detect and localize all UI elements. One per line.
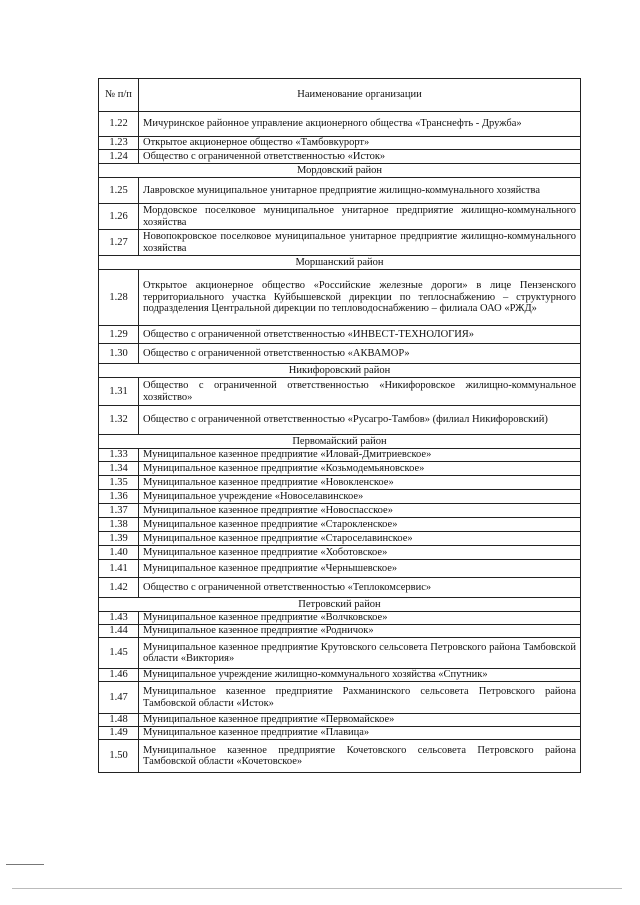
row-number-cell: 1.48 [99,714,139,727]
row-number-cell: 1.45 [99,638,139,669]
row-number-cell: 1.26 [99,204,139,230]
row-number-cell: 1.22 [99,112,139,137]
organization-name-cell: Открытое акционерное общество «Российские железные дороги» в лице Пензенского территориального участка Куйбышевской дирекции по теплоснабжению – структурного подразделения Центральной дирекции по тепловодоснабжению – филиала ОАО «РЖД» [139,270,581,326]
table-row [99,178,581,204]
organization-name-cell: Муниципальное казенное предприятие «Новокленское» [139,476,581,490]
table-body [99,79,581,773]
table-row [99,112,581,137]
organization-name-cell: Муниципальное казенное предприятие «Хоботовское» [139,546,581,560]
organization-name-cell: Муниципальное казенное предприятие «Первомайское» [139,714,581,727]
section-row [99,164,581,178]
table-row [99,204,581,230]
table-row [99,490,581,504]
row-number-cell: 1.44 [99,625,139,638]
row-number-cell: 1.42 [99,578,139,598]
table-row [99,230,581,256]
scan-artifact-line [12,888,622,889]
organizations-table [98,78,581,773]
organization-name-cell: Лавровское муниципальное унитарное предприятие жилищно-коммунального хозяйства [139,178,581,204]
table-row [99,504,581,518]
table-row [99,727,581,740]
organization-name-cell: Мордовское поселковое муниципальное унитарное предприятие жилищно-коммунального хозяйства [139,204,581,230]
section-title: Никифоровский район [99,364,581,378]
row-number-cell: 1.29 [99,326,139,344]
section-title: Мордовский район [99,164,581,178]
section-title: Моршанский район [99,256,581,270]
table-row [99,560,581,578]
section-row [99,364,581,378]
table-header-row [99,79,581,112]
organization-name-cell: Муниципальное казенное предприятие «Волчковское» [139,612,581,625]
organization-name-cell: Муниципальное учреждение «Новоселавинское» [139,490,581,504]
organization-name-cell: Муниципальное казенное предприятие «Иловай-Дмитриевское» [139,449,581,462]
row-number-cell: 1.43 [99,612,139,625]
table-row [99,137,581,150]
organization-name-cell: Муниципальное казенное предприятие Рахманинского сельсовета Петровского района Тамбовской области «Исток» [139,682,581,714]
organization-name-cell: Муниципальное казенное предприятие «Старокленское» [139,518,581,532]
header-title-cell: Наименование организации [139,79,581,112]
organization-name-cell: Общество с ограниченной ответственностью «Теплокомсервис» [139,578,581,598]
organization-name-cell: Открытое акционерное общество «Тамбовкурорт» [139,137,581,150]
row-number-cell: 1.41 [99,560,139,578]
table-row [99,546,581,560]
organization-name-cell: Новопокровское поселковое муниципальное унитарное предприятие жилищно-коммунального хозяйства [139,230,581,256]
row-number-cell: 1.38 [99,518,139,532]
row-number-cell: 1.32 [99,406,139,435]
section-title: Петровский район [99,598,581,612]
organization-name-cell: Муниципальное казенное предприятие Крутовского сельсовета Петровского района Тамбовской области «Виктория» [139,638,581,669]
organization-name-cell: Муниципальное казенное предприятие «Чернышевское» [139,560,581,578]
row-number-cell: 1.40 [99,546,139,560]
table-row [99,638,581,669]
table-row [99,462,581,476]
table-row [99,518,581,532]
organization-name-cell: Общество с ограниченной ответственностью «АКВАМОР» [139,344,581,364]
organization-name-cell: Общество с ограниченной ответственностью «ИНВЕСТ-ТЕХНОЛОГИЯ» [139,326,581,344]
row-number-cell: 1.25 [99,178,139,204]
organization-name-cell: Муниципальное учреждение жилищно-коммунального хозяйства «Спутник» [139,669,581,682]
table-row [99,682,581,714]
row-number-cell: 1.35 [99,476,139,490]
organization-name-cell: Мичуринское районное управление акционерного общества «Транснефть - Дружба» [139,112,581,137]
table-row [99,578,581,598]
organization-name-cell: Муниципальное казенное предприятие «Плавица» [139,727,581,740]
row-number-cell: 1.30 [99,344,139,364]
row-number-cell: 1.39 [99,532,139,546]
row-number-cell: 1.34 [99,462,139,476]
row-number-cell: 1.37 [99,504,139,518]
row-number-cell: 1.47 [99,682,139,714]
table-row [99,740,581,773]
row-number-cell: 1.49 [99,727,139,740]
table-row [99,150,581,164]
table-row [99,406,581,435]
organization-name-cell: Муниципальное казенное предприятие «Новоспасское» [139,504,581,518]
table-row [99,344,581,364]
organization-name-cell: Общество с ограниченной ответственностью «Никифоровское жилищно-коммунальное хозяйство» [139,378,581,406]
table-row [99,378,581,406]
header-number-cell: № п/п [99,79,139,112]
section-row [99,435,581,449]
row-number-cell: 1.46 [99,669,139,682]
organization-name-cell: Муниципальное казенное предприятие «Староселавинское» [139,532,581,546]
table-row [99,714,581,727]
row-number-cell: 1.31 [99,378,139,406]
table-row [99,270,581,326]
organization-name-cell: Муниципальное казенное предприятие «Родничок» [139,625,581,638]
table-row [99,532,581,546]
organization-name-cell: Муниципальное казенное предприятие Кочетовского сельсовета Петровского района Тамбовской области «Кочетовское» [139,740,581,773]
row-number-cell: 1.36 [99,490,139,504]
row-number-cell: 1.28 [99,270,139,326]
table-row [99,449,581,462]
scan-artifact-line [6,864,44,865]
table-row [99,625,581,638]
row-number-cell: 1.50 [99,740,139,773]
table-row [99,669,581,682]
table-row [99,476,581,490]
row-number-cell: 1.33 [99,449,139,462]
table-row [99,326,581,344]
table-row [99,612,581,625]
row-number-cell: 1.27 [99,230,139,256]
row-number-cell: 1.24 [99,150,139,164]
section-title: Первомайский район [99,435,581,449]
row-number-cell: 1.23 [99,137,139,150]
organization-name-cell: Муниципальное казенное предприятие «Козьмодемьяновское» [139,462,581,476]
organization-name-cell: Общество с ограниченной ответственностью «Русагро-Тамбов» (филиал Никифоровский) [139,406,581,435]
organization-name-cell: Общество с ограниченной ответственностью «Исток» [139,150,581,164]
section-row [99,256,581,270]
section-row [99,598,581,612]
